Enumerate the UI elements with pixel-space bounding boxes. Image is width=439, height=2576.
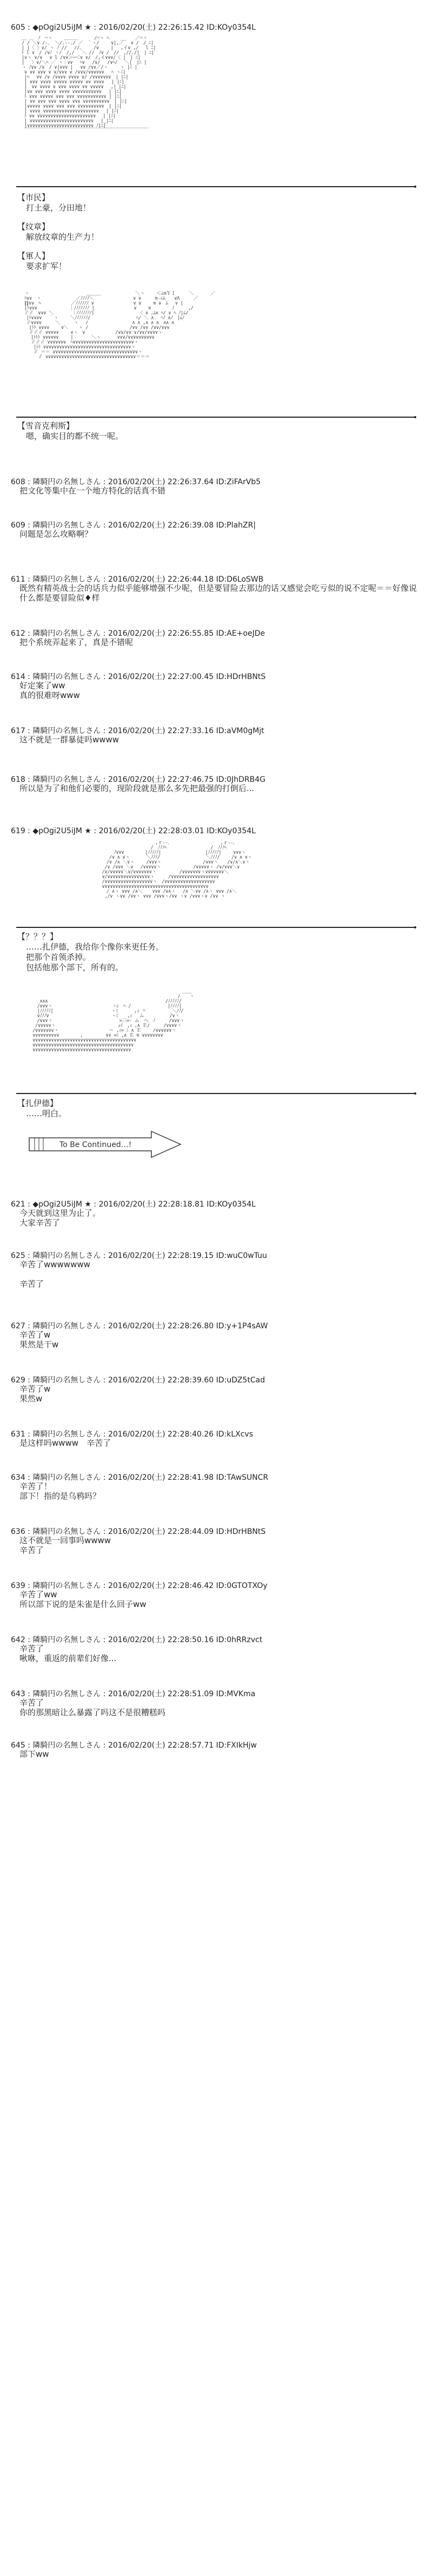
post-body: 辛苦了 啾咻，重返的前辈们好像... xyxy=(19,1644,117,1663)
post-body: 这不就是一回事吗wwww 辛苦了 xyxy=(19,1536,111,1555)
post-body: 辛苦了 你的那黑暗让么暴露了吗这不是很糟糕吗 xyxy=(19,1698,166,1717)
post-header: 636 : 隣騎円の名無しさん : 2016/02/20(土) 22:28:44.09 ID:HDrHBNtS xyxy=(11,1527,266,1536)
post-header: 627 : 隣騎円の名無しさん : 2016/02/20(土) 22:28:26.80 ID:y+1P4sAW xyxy=(11,1322,268,1330)
to-be-continued-arrow xyxy=(27,1128,184,1161)
post-header: 618 : 隣騎円の名無しさん : 2016/02/20(土) 22:27:46.75 ID:0JhDRB4G xyxy=(11,775,266,784)
post-header: 645 : 隣騎円の名無しさん : 2016/02/20(土) 22:28:57.71 ID:FXIkHjw xyxy=(11,1741,257,1750)
post-header: 605 : ◆pOgi2U5iJM ★ : 2016/02/20(土) 22:26:15.42 ID:KOy0354L xyxy=(11,23,256,32)
dialog-line: 嗯，确实目的都不统一呢。 xyxy=(26,431,124,441)
divider-end-dot xyxy=(414,1092,416,1095)
post-header: 617 : 隣騎円の名無しさん : 2016/02/20(土) 22:27:33.16 ID:aVM0gMjt xyxy=(11,727,264,735)
divider-end-dot xyxy=(414,416,416,418)
post-header: 639 : 隣騎円の名無しさん : 2016/02/20(土) 22:28:46.42 ID:0GTOTXOy xyxy=(11,1582,268,1590)
post-header: 642 : 隣騎円の名無しさん : 2016/02/20(土) 22:28:50.16 ID:0hRRzvct xyxy=(11,1636,263,1644)
divider-end-dot xyxy=(414,926,416,928)
divider-line xyxy=(16,417,416,418)
post-body: 辛苦了w 果然w xyxy=(19,1384,51,1404)
post-body: 今天就到这里为止了。 大家辛苦了 xyxy=(19,1208,101,1228)
post-body: 所以是为了和他们必要的，现阶段就是那么多先把最强的打倒后... xyxy=(19,783,255,793)
dialog-line: 要求扩军！ xyxy=(26,261,67,271)
post-header: 621 : ◆pOgi2U5iJM ★ : 2016/02/20(土) 22:28:18.81 ID:KOy0354L xyxy=(11,1200,256,1209)
dialog-line: 打土豪，分田地！ xyxy=(26,203,91,213)
ascii-art-crowd: ＿ ＿ ﾉ ⌒ヽ ＿＿＿ /⌒ヽ ﾍ __ ／⌒ヽ / / ＼∨ /-、 ＼/.--./ ／ ｀ヽ/ ∨|,／ ∨ / / ﾆ| | |〈 〉∨/ ヽ ﾉ // //、 /∨ | ,イ∨ ,/ l ﾆ| ﾄ l ∨ / /∨ﾉ ヽ/ /,/ ＼ // ﾉ∨ / // ,//./| | ﾆ| |∨ヽ ∨/∨ ∨ l /∨∨＞─＜∨ ∨/ /,イ∨∨∨/〈 | | ﾆ| | 〉∨/＼ﾍ ／ ヽ｜∨∨ ﾍ∨ /∨/ /∨ﾍ/ ＼| |ﾆ | ヽ ﾉ∨∨ /∨ / ∨|∨∨∨ | ∨∨ /∨∨／/ヽ ヽ |ﾆ | ∨ ∨∨ ∨∨∨ ∨ ∨/∨∨∨ ∨ /∨∨∨/∨∨∨∨∨∨ ﾍ ヽﾆ| |ﾍ ∨∨ /∨ /∨∨∨∨ ∨∨∨∨ ∨/ /∨∨∨∨∨∨∨ | |ﾆ| | ∨∨∨ ∨∨∨∨ ∨∨∨∨∨ ∨∨∨∨∨ ∨∨ ∨∨∨∨ | |ﾆ| | ∨∨ ∨∨∨∨ ∨ ∨∨∨ ∨∨∨∨ ∨∨ ∨∨∨∨∨ ,| |ﾆ| |∨∨ ∨∨∨ ∨∨∨∨ ∨∨∨∨ ∨∨∨∨∨∨∨∨∨∨∨ | |ﾆ| ﾄ ∨∨∨ ∨∨∨∨∨ ∨∨∨ ∨∨∨ ∨∨∨∨∨∨∨∨∨∨∨ | |ﾆ| | ∨∨ ∨∨∨ ∨∨∨ ∨∨∨∨ ∨∨∨ ∨∨∨∨∨∨∨∨∨∨ | |ﾆ| |∨∨∨∨∨ ∨∨∨∨ ∨∨∨ ∨∨∨ ∨∨∨∨∨∨∨∨∨∨ | |ﾆ| | ∨∨∨∨ ∨∨∨∨∨∨∨∨∨∨∨∨∨∨∨∨∨∨∨∨∨ | |ﾆ| ﾄ ∨∨ ∨∨∨∨∨∨∨∨∨∨∨∨∨∨∨∨∨∨∨∨∨∨ | |ﾆ| | ∨∨∨∨∨∨∨∨∨∨∨∨∨∨∨∨∨∨∨∨∨∨∨∨ |_|ﾆ| |∨∨∨∨∨∨∨∨∨∨∨∨∨∨∨∨∨∨∨∨∨∨∨∨∨ ﾉ|ﾆ| ￣￣￣￣￣￣￣￣￣￣￣￣￣￣￣￣￣￣￣￣￣￣￣￣￣￣￣ xyxy=(22,36,156,134)
post-header: 619 : ◆pOgi2U5iJM ★ : 2016/02/20(土) 22:28:03.01 ID:KOy0354L xyxy=(11,827,256,835)
post-body: 好定案了ww 真的很难呀www xyxy=(19,681,80,700)
post-body: 辛苦了wwwwwww 辛苦了 xyxy=(19,1260,90,1289)
ascii-art-zaid: ＿＿ / ヽ ∧∧∧ /ﾉﾉﾉﾉﾉ/ /∨∨∨ヽ ヽﾚ ﾍ / |ﾉﾉﾉﾉ| |ﾉﾉﾉﾉﾉ| ヽﾐ ,ｨ 〃 ＼ﾉﾉ/ ∨ﾉﾉﾉ∨ ヽﾐ ,ｨ ム /∨ヽ /∨∨∨ヽ >三=- ム ヘ ﾉ /∨∨∨ヽ /∨∨∨∨∨ヽ ｪｲ ,ｨ ,∧ Ｅ/ /∨∨∨∨ヽ /∨∨∨∨∨∨∨ヽ ＝ ,ｨ= ﾆ ∧ Ｅ /∨∨∨∨∨∨ヽ ∨∨∨∨∨∨∨∨∨∨ , ∨∨ =ﾆ ,∧ Ｅ ≡ ∨∨∨∨∨∨∨∨ ∨∨∨∨∨∨∨∨∨∨∨∨∨∨∨∨∨∨∨∨∨∨∨∨∨∨∨∨∨∨∨∨∨∨∨∨∨∨∨ ∨∨∨∨∨∨∨∨∨∨∨∨∨∨∨∨∨∨∨∨∨∨∨∨∨∨∨∨∨∨∨∨∨∨∨∨∨∨ ∨∨∨∨∨∨∨∨∨∨∨∨∨∨∨∨∨∨∨∨∨∨∨∨∨∨∨∨∨∨∨∨∨∨∨∨∨ xyxy=(32,989,194,1053)
post-header: 625 : 隣騎円の名無しさん : 2016/02/20(土) 22:28:19.15 ID:wuC0wTuu xyxy=(11,1251,267,1260)
dialog-speaker: 【軍人】 xyxy=(17,251,50,261)
post-header: 609 : 隣騎円の名無しさん : 2016/02/20(土) 22:26:39.08 ID:PlahZR| xyxy=(11,521,256,530)
dialog-speaker: 【扎伊德】 xyxy=(17,1098,58,1108)
post-body: 把个系统弄起来了，真是不错呢 xyxy=(19,637,134,647)
divider-line xyxy=(16,927,416,928)
dialog-lines: ……扎伊德，我给你个像你来更任务。 把那个首领杀掉。 包括他那个部下，所有的。 xyxy=(26,942,164,972)
post-body: 辛苦了！ 部下！指的是乌鸦吗？ xyxy=(19,1481,101,1501)
post-body: 辛苦了ww 所以部下说的是朱雀是什么回子ww xyxy=(19,1590,147,1609)
post-header: 643 : 隣騎円の名無しさん : 2016/02/20(土) 22:28:51.09 ID:MVKma xyxy=(11,1690,256,1698)
dialog-line: 解放纹章的生产力！ xyxy=(26,232,99,242)
divider-end-dot xyxy=(414,186,416,188)
dialog-line: ……明白。 xyxy=(26,1109,67,1118)
post-header: 634 : 隣騎円の名無しさん : 2016/02/20(土) 22:28:41.98 ID:TAwSUNCR xyxy=(11,1473,269,1482)
post-body: 既然有精英战士会的话兵力似乎能够增强不少呢，但是要冒险去那边的话又感觉会吃亏似的说不定呢＝＝好像说什么都是要冒险似♦样 xyxy=(19,583,417,603)
post-body: 是这样吗wwww 辛苦了 xyxy=(19,1438,111,1448)
divider-line xyxy=(16,1093,416,1094)
dialog-speaker: 【市民】 xyxy=(17,193,50,202)
to-be-continued-text: To Be Continued…! xyxy=(59,1141,132,1149)
post-body: 问题是怎么攻略啊？ xyxy=(19,529,93,539)
post-header: 611 : 隣騎円の名無しさん : 2016/02/20(土) 22:26:44.18 ID:D6LoSWB xyxy=(11,575,264,584)
post-body: 把文化等集中在一个地方特化的话真不错 xyxy=(19,486,166,496)
post-header: 614 : 隣騎円の名無しさん : 2016/02/20(土) 22:27:00.45 ID:HDrHBNtS xyxy=(11,673,266,681)
post-body: 这不就是一群暴徒吗wwww xyxy=(19,735,119,745)
divider-line xyxy=(16,186,416,187)
ascii-art-figures: ,ｒ‐-､ ,ｒ‐-､ / ﾉﾉﾉﾍ / ﾉﾉﾉﾍ ﾉ∨∨∨ |ﾉﾉﾉﾉﾉ| |ﾉﾉﾉﾉﾉ| ∨∨∨ヽ /∨ ∧ ∨ヽ ＼ﾉﾉﾉ/ ＼ﾉﾉﾉ/ /∨ ∧ ∨ヽ /∨ /∧ ＼∨ヽ /∨∨∨ヽ /∨∨∨ヽ /∨/∧＼∨ヽ /∨ /∨∨∨ ＼∨ /∨∨∨∨∨ヽ /∨∨∨∨∨ヽ /∨/∨∨∨＼∨ /∨/∨∨∨∨∨＼∨/∨∨∨∨∨∨∨ヽ /∨∨∨∨∨∨∨ヽ∨∨∨∨∨∨∨＼ ∨/∨∨∨∨∨∨∨∨∨∨∨∨∨∨∨∨ヽ /∨∨∨∨∨∨∨∨∨∨∨∨∨∨∨∨∨∨ /∨∨∨∨∨∨∨∨∨∨∨∨∨∨∨∨∨∨ヽ /∨∨∨∨∨∨∨∨∨∨∨∨∨∨∨∨∨∨∨ ∨∨∨∨∨∨∨∨∨∨∨∨∨∨∨∨∨∨∨∨∨∨∨∨∨∨∨∨∨∨∨∨∨∨∨∨∨∨∨∨ / ∧ヽ ∨∨∨ /∧＼ ∨∨∨ /∨∧ヽ /∧ ＼∨∨ /∧ヽ ∨∨∨ /∧＼ ,/∨ ヽ∨∨ /∨∨ヽ ∨∨∨ /∨∨∨ヽ/∨∨ ヽ∨ /∨∨∨ヽ∨ /∨∨ ヽ xyxy=(102,840,252,899)
post-header: 612 : 隣騎円の名無しさん : 2016/02/20(土) 22:26:55.85 ID:AE+oeJDe xyxy=(11,629,265,638)
post-body: 辛苦了w 果然是干w xyxy=(19,1330,59,1349)
post-header: 631 : 隣騎円の名無しさん : 2016/02/20(土) 22:28:40.26 ID:kLXcvs xyxy=(11,1430,254,1439)
dialog-speaker: 【？？？】 xyxy=(17,932,58,941)
ascii-art-character-army: ヽ ＿＿＿ ＼ヽ ＜∠≡ＹＩ ＼ ／ ﾊ∨∨ ヽ ／ﾉﾉﾉﾉ＼ ∨ ∨ ≡-∠ﾑ ∨Λ ／ ∥∥∨∨ ﾍ ／ﾉﾉﾉﾉﾉﾉ ∨ ∨ ∨ ≡ ∨ ﾑ ∨ | |ﾄ∨∨∨ ｜ﾉﾉﾉﾉﾉﾉﾉ | ∨ ≡ ﾉ ,/ ∥∥ ∨∨∨ ＼ ｜ﾉﾉﾉﾉﾉﾉﾉ| 〈 ∧ ,ﾑ∧ ﾍ/ ∨ ﾍ ﾉ|ﾑ/ |ﾄ∨∨∨∨ ｀ヽ ＼ﾉﾉﾉﾉﾉﾉ/ ﾍ/ ＼ ∧ ﾍﾉ ∧ﾉ |ﾑﾉ ∥∨∨∨∨ ＼ ヽ / ∧ ∧ ,∧ ∧ ∧ ∧∧ ∧ |ﾄﾄ ∨∨∨∨ ∨＼ ヽ / /∨∨ /∨∨ /∨∨/∨∨∨ ∥∥∥ ∨∨∨∨∨ ∨ヽ ∨ /∨∨/∨∨ ∨/∨∨/∨∨∨∨ヽ |ﾄﾄﾄ ∨∨∨∨∨∨ | ＼ヽ ∨∨∨/∨∨∨∨∨∨∨∨∨∨ ∥∥∥ ∨∨∨∨∨∨∨ ﾍ∨∨∨∨∨∨∨∨∨∨∨∨∨∨∨∨∨∨∨∨∨∨∨ヽ |ﾄﾄ ∨∨∨∨∨∨∨∨∨∨∨∨∨∨∨∨∨∨∨∨∨∨∨∨∨∨∨∨∨∨∨∨∨ヽ ∥ ＝＝ ∨∨∨∨∨∨∨∨∨∨∨∨∨∨∨∨∨∨∨∨∨∨∨∨∨∨∨∨∨∨∨∨ヽ ∥ ∨∨∨∨∨∨∨∨∨∨∨∨∨∨∨∨∨∨∨∨∨∨∨∨∨∨∨∨∨∨∨∨∨∨＝＝＝ xyxy=(24,291,215,360)
post-header: 608 : 隣騎円の名無しさん : 2016/02/20(土) 22:26:37.64 ID:ZiFArVb5 xyxy=(11,478,261,486)
dialog-speaker: 【雪音克利斯】 xyxy=(17,421,75,431)
dialog-speaker: 【纹章】 xyxy=(17,222,50,232)
post-body: 部下ww xyxy=(19,1749,49,1759)
post-header: 629 : 隣騎円の名無しさん : 2016/02/20(土) 22:28:39.60 ID:uDZ5tCad xyxy=(11,1376,265,1385)
